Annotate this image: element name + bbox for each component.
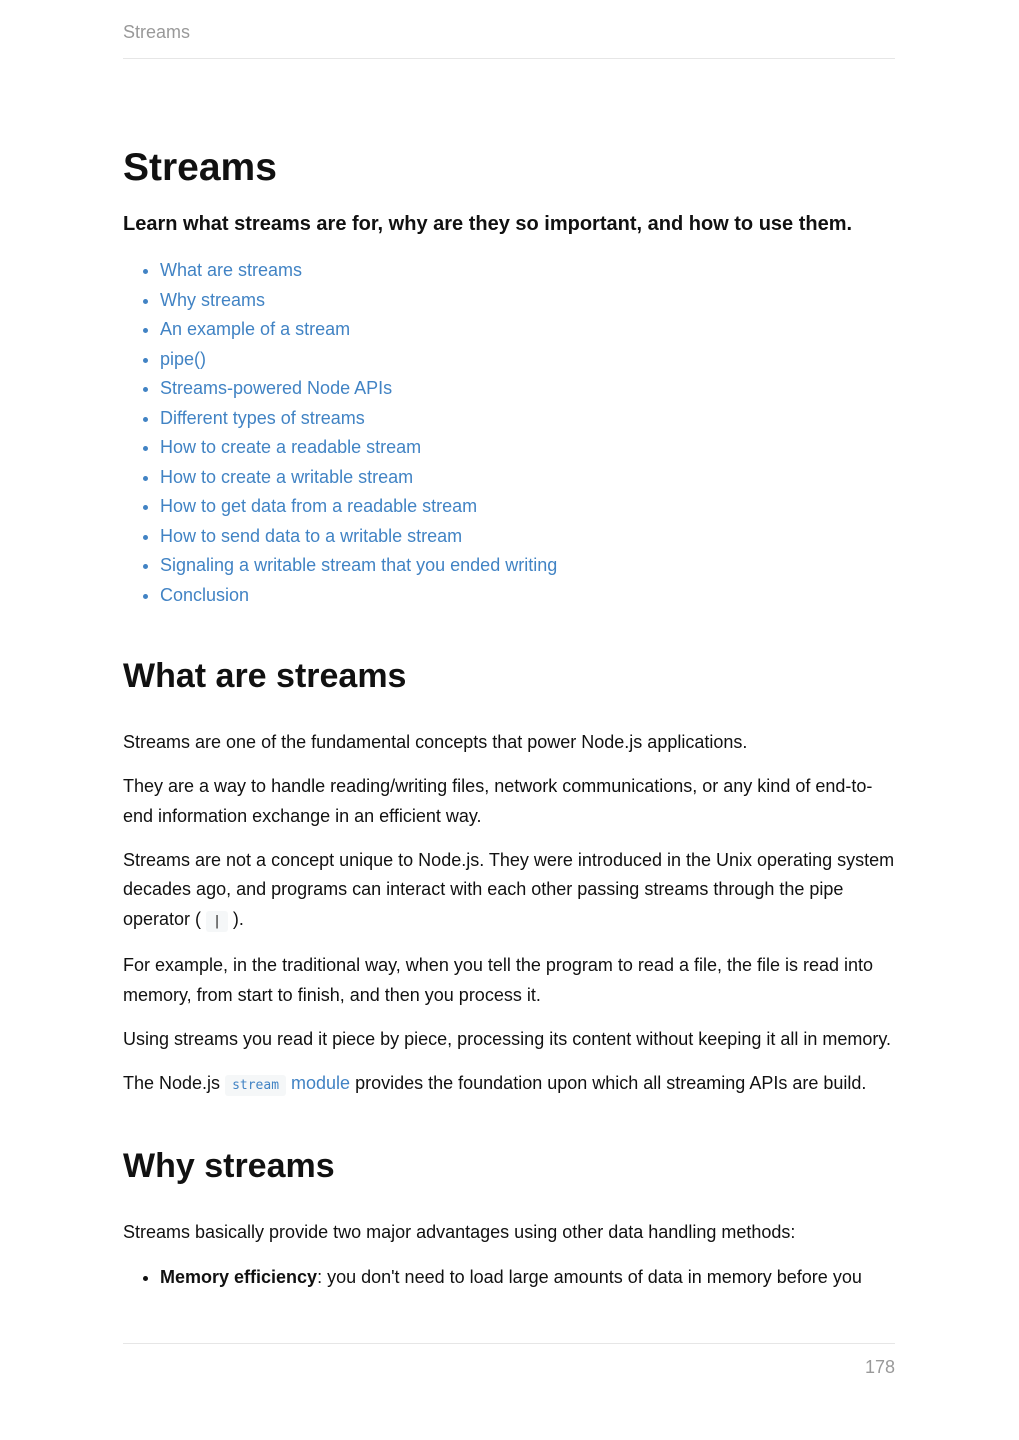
text: provides the foundation upon which all streaming APIs are build. <box>350 1072 867 1093</box>
toc-item <box>160 581 895 611</box>
toc-link[interactable]: pipe() <box>160 348 207 369</box>
page-footer <box>123 1343 895 1378</box>
toc-item <box>160 404 895 434</box>
toc-item <box>160 286 895 316</box>
stream-module-link[interactable] <box>225 1073 350 1093</box>
toc-item <box>160 433 895 463</box>
toc-link[interactable]: How to send data to a writable stream <box>160 525 463 546</box>
toc-link[interactable]: How to get data from a readable stream <box>160 496 478 516</box>
text: Streams are not a concept unique to Node.js. They were introduced in the Unix operating system decades ago, and programs can interact with each other passing streams through the pipe operator ( <box>123 849 895 929</box>
toc-link[interactable]: Streams-powered Node APIs <box>160 378 393 398</box>
toc-item <box>160 522 895 552</box>
text: ). <box>232 908 244 929</box>
paragraph <box>123 1069 895 1101</box>
toc-link[interactable]: How to create a writable stream <box>160 466 414 487</box>
link-text: module <box>286 1072 351 1093</box>
toc-link[interactable]: Why streams <box>160 289 266 310</box>
table-of-contents <box>123 256 895 610</box>
toc-link[interactable]: An example of a stream <box>160 319 351 339</box>
text: The Node.js <box>123 1072 226 1093</box>
advantages-list <box>123 1263 895 1293</box>
inline-code: stream <box>225 1075 286 1096</box>
toc-item <box>160 256 895 286</box>
header-title: Streams <box>123 22 191 42</box>
text: : you don't need to load large amounts of data in memory before you <box>317 1266 862 1287</box>
paragraph: For example, in the traditional way, when you tell the program to read a file, the file is read into memory, from start to finish, and then you process it. <box>123 955 874 1005</box>
toc-link[interactable]: Conclusion <box>160 584 250 605</box>
section-heading-why-streams: Why streams <box>123 1147 335 1186</box>
paragraph: They are a way to handle reading/writing files, network communications, or any kind of end-to-end information exchange in an efficient way. <box>123 776 873 826</box>
toc-link[interactable]: What are streams <box>160 260 303 280</box>
paragraph: Streams are one of the fundamental concepts that power Node.js applications. <box>123 732 748 752</box>
toc-item <box>160 492 895 522</box>
list-item <box>160 1263 895 1293</box>
running-header <box>123 22 895 59</box>
page-number: 178 <box>864 1357 895 1377</box>
paragraph <box>123 846 895 937</box>
toc-link[interactable]: How to create a readable stream <box>160 437 422 457</box>
toc-item <box>160 463 895 493</box>
paragraph: Streams basically provide two major advantages using other data handling methods: <box>123 1222 796 1243</box>
toc-item <box>160 551 895 581</box>
toc-item <box>160 374 895 404</box>
paragraph: Using streams you read it piece by piece, processing its content without keeping it all in memory. <box>123 1028 892 1049</box>
toc-link[interactable]: Signaling a writable stream that you ended writing <box>160 555 558 575</box>
inline-code: | <box>206 911 228 932</box>
page-content <box>123 140 895 1292</box>
bold-term: Memory efficiency <box>160 1266 318 1287</box>
toc-item <box>160 315 895 345</box>
toc-link[interactable]: Different types of streams <box>160 407 365 428</box>
page-subtitle: Learn what streams are for, why are they so important, and how to use them. <box>123 213 853 235</box>
toc-item <box>160 345 895 375</box>
page-title: Streams <box>123 146 277 189</box>
section-heading-what-are-streams: What are streams <box>123 657 407 695</box>
